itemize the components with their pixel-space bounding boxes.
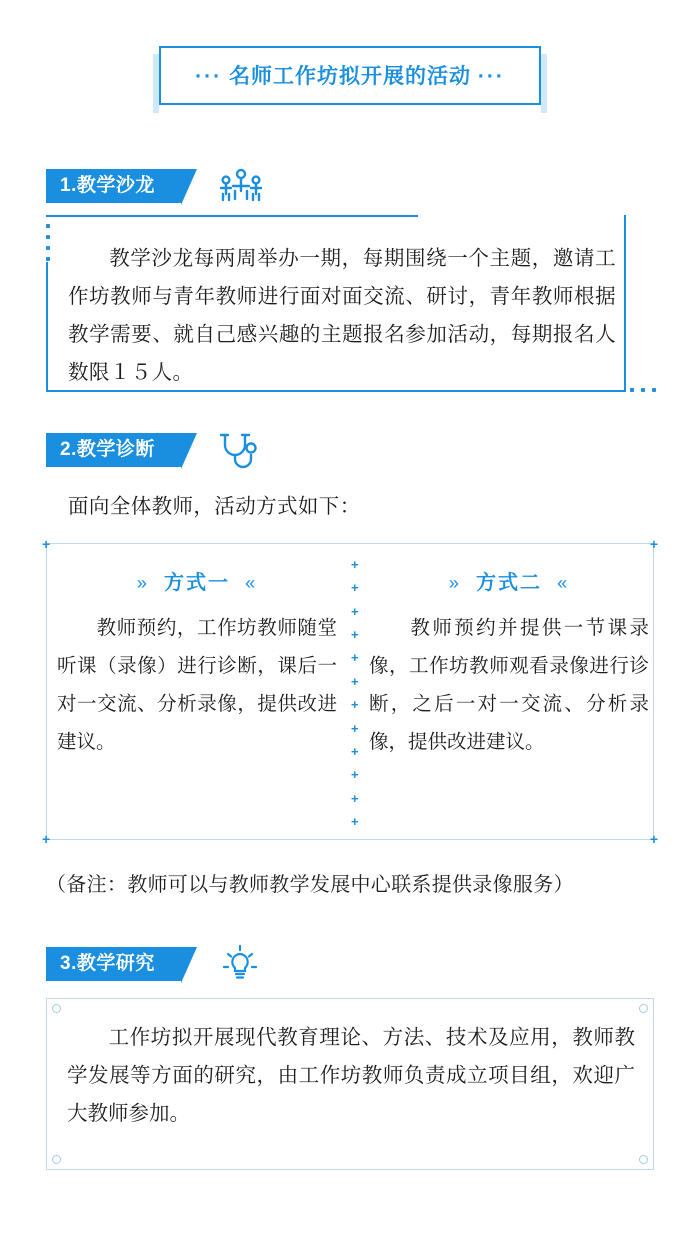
angle-left-1: » — [136, 573, 149, 593]
stethoscope-icon — [217, 430, 263, 470]
people-group-icon — [215, 166, 267, 206]
method-body-1: 教师预约，工作坊教师随堂听课（录像）进行诊断，课后一对一交流、分析录像，提供改进建议。 — [57, 617, 337, 753]
section-underline-1 — [46, 215, 418, 217]
deco-vline-right-1 — [624, 215, 626, 391]
header-dots-left: ··· — [195, 65, 223, 88]
angle-left-2: » — [448, 573, 461, 593]
section-intro-2: 面向全体教师，活动方式如下： — [68, 495, 361, 518]
ring-bl — [52, 1155, 61, 1164]
lightbulb-icon — [219, 943, 261, 985]
method-body-2: 教师预约并提供一节课录像，工作坊教师观看录像进行诊断，之后一对一交流、分析录像，提供改进建议。 — [369, 617, 649, 753]
section-tag-2: 2.教学诊断 — [46, 433, 181, 468]
method-column-1 — [55, 544, 339, 839]
section-body-1-text: 教学沙龙每两周举办一期，每期围绕一个主题，邀请工作坊教师与青年教师进行面对面交流、研讨，青年教师根据教学需要、就自己感兴趣的主题报名参加活动，每期报名人数限１５人。 — [68, 247, 616, 384]
header-banner-wrap — [0, 46, 700, 105]
method-title-1: » 方式一 « — [136, 572, 258, 594]
section-3-box — [46, 998, 654, 1170]
method-title-2: » 方式二 « — [448, 572, 570, 594]
deco-vline-left-1 — [46, 262, 48, 390]
angle-right-2: « — [557, 573, 570, 593]
corner-plus-tl: + — [42, 536, 51, 552]
ring-tr — [639, 1004, 648, 1013]
section-header-1 — [46, 166, 267, 206]
page-title: 名师工作坊拟开展的活动 — [229, 65, 471, 88]
corner-plus-bl: + — [42, 831, 51, 847]
method-column-2 — [367, 544, 651, 839]
deco-dots-bottom-1 — [630, 388, 656, 392]
section-header-3 — [46, 943, 261, 985]
section-note-2: （备注：教师可以与教师教学发展中心联系提供录像服务） — [46, 874, 574, 896]
header-dots-right: ··· — [477, 65, 505, 88]
ring-br — [639, 1155, 648, 1164]
two-column-box — [42, 536, 658, 847]
angle-right-1: « — [245, 573, 258, 593]
corner-plus-br: + — [649, 831, 658, 847]
section-tag-1: 1.教学沙龙 — [46, 169, 181, 204]
corner-plus-tr: + — [649, 536, 658, 552]
ring-tl — [52, 1004, 61, 1013]
section-body-1 — [68, 240, 616, 392]
section-body-3: 工作坊拟开展现代教育理论、方法、技术及应用，教师教学发展等方面的研究，由工作坊教师负责成立项目组，欢迎广大教师参加。 — [67, 1026, 635, 1125]
column-divider-plus: + + + + + + + + + + + + — [351, 557, 359, 829]
header-banner — [159, 46, 541, 105]
section-header-2 — [46, 430, 263, 470]
section-tag-3: 3.教学研究 — [46, 947, 181, 982]
